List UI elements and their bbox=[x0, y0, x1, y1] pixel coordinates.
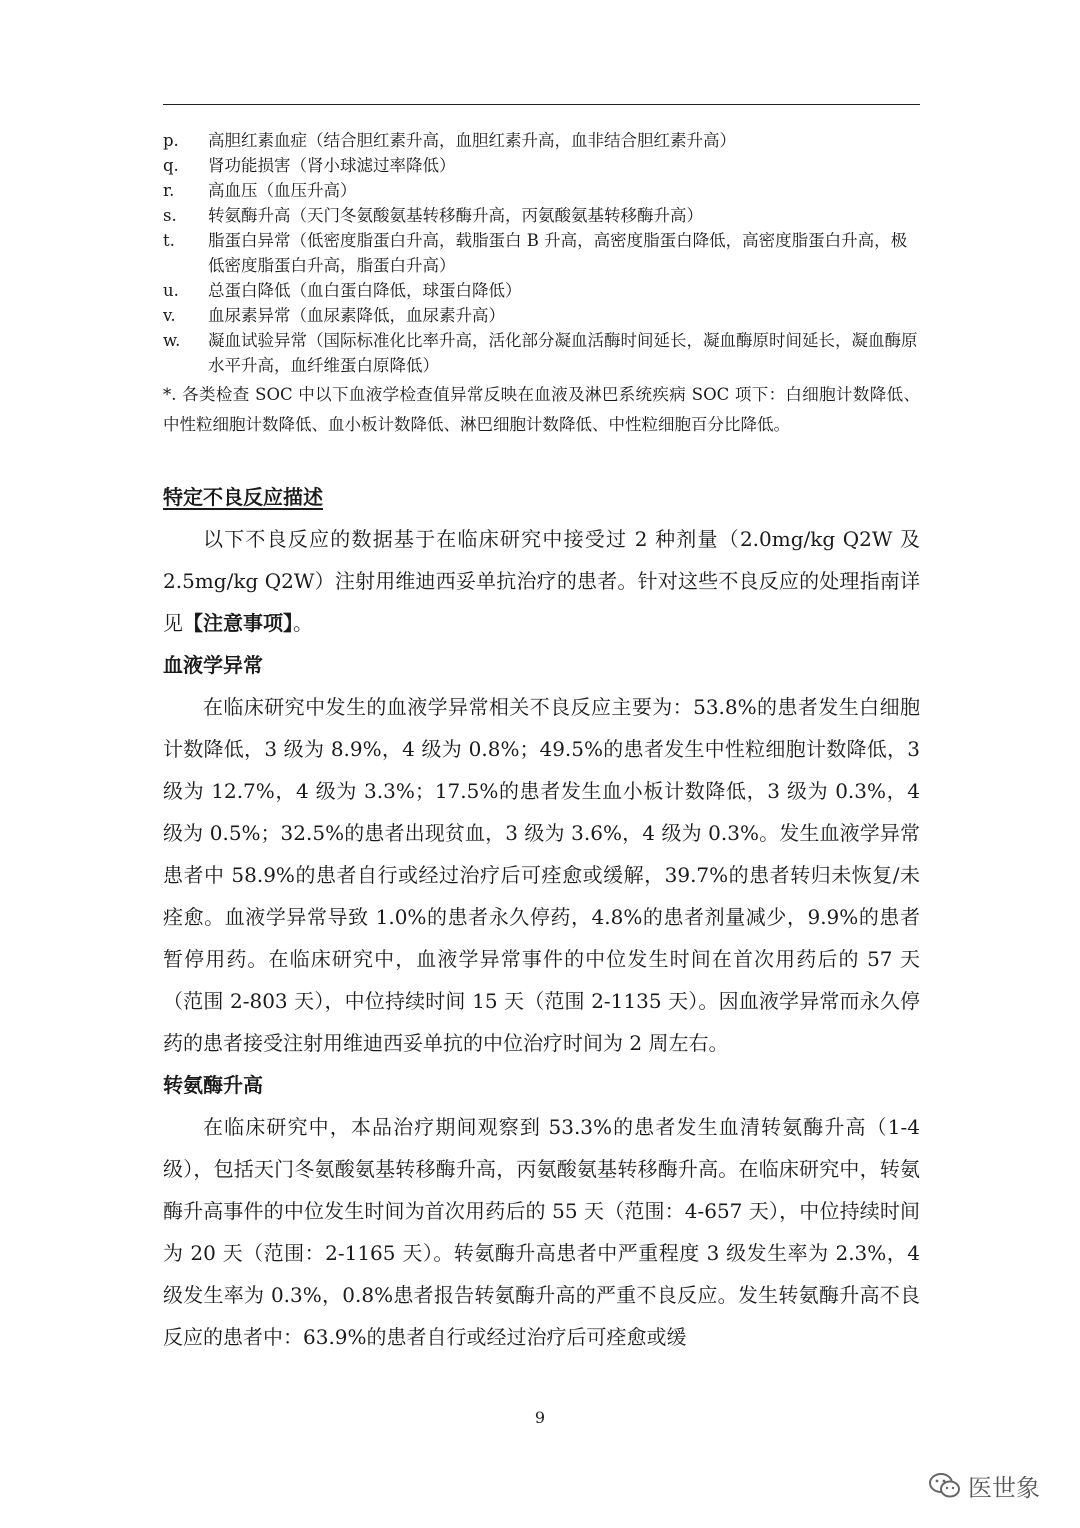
list-text: 高胆红素血症（结合胆红素升高，血胆红素升高，血非结合胆红素升高） bbox=[208, 131, 736, 150]
list-marker: s. bbox=[163, 206, 177, 225]
soc-note: *. 各类检查 SOC 中以下血液学检查值异常反映在血液及淋巴系统疾病 SOC 项下：白细胞计数降低、中性粒细胞计数降低、血小板计数降低、淋巴细胞计数降低、中性粒细胞百分比降低。 bbox=[163, 385, 920, 434]
page-number: 9 bbox=[534, 1408, 546, 1427]
list-marker: v. bbox=[163, 306, 176, 325]
header-rule bbox=[163, 104, 920, 105]
list-item bbox=[163, 128, 920, 153]
adverse-reaction-list bbox=[163, 128, 920, 440]
list-marker: q. bbox=[163, 156, 179, 175]
list-text: 肾功能损害（肾小球滤过率降低） bbox=[208, 156, 456, 175]
list-marker: p. bbox=[163, 131, 179, 150]
hematology-heading: 血液学异常 bbox=[163, 653, 263, 677]
list-item bbox=[163, 178, 920, 203]
list-item bbox=[163, 278, 920, 303]
intro-end: 。 bbox=[293, 611, 313, 635]
watermark bbox=[928, 1468, 1040, 1503]
list-item bbox=[163, 228, 920, 278]
list-text: 转氨酶升高（天门冬氨酸氨基转移酶升高，丙氨酸氨基转移酶升高） bbox=[208, 206, 703, 225]
watermark-text: 医世象 bbox=[968, 1474, 1040, 1502]
list-marker: u. bbox=[163, 281, 179, 300]
list-text: 凝血试验异常（国际标准化比率升高，活化部分凝血活酶时间延长，凝血酶原时间延长，凝血酶原水平升高，血纤维蛋白原降低） bbox=[208, 331, 918, 375]
transaminase-paragraph: 在临床研究中，本品治疗期间观察到 53.3%的患者发生血清转氨酶升高（1-4 级），包括天门冬氨酸氨基转移酶升高，丙氨酸氨基转移酶升高。在临床研究中，转氨酶升高事件的中位发生时间为首次用药后的 55 天（范围：4-657 天），中位持续时间为 20 天（范围：2-1165 天）。转氨酶升高患者中严重程度 3 级发生率为 2.3%，4 级发生率为 0.3%，0.8%患者报告转氨酶升高的严重不良反应。发生转氨酶升高不良反应的患者中：63.9%的患者自行或经过治疗后可痊愈或缓 bbox=[163, 1115, 920, 1349]
list-text: 脂蛋白异常（低密度脂蛋白升高，载脂蛋白 B 升高，高密度脂蛋白降低，高密度脂蛋白升高，极低密度脂蛋白升高，脂蛋白升高） bbox=[208, 231, 908, 275]
intro-text: 以下不良反应的数据基于在临床研究中接受过 2 种剂量（2.0mg/kg Q2W 及 2.5mg/kg Q2W）注射用维迪西妥单抗治疗的患者。针对这些不良反应的处理指南详见 bbox=[163, 527, 920, 635]
list-marker: t. bbox=[163, 231, 175, 250]
list-marker: w. bbox=[163, 331, 181, 350]
list-item bbox=[163, 303, 920, 328]
list-text: 血尿素异常（血尿素降低，血尿素升高） bbox=[208, 306, 505, 325]
wechat-icon bbox=[928, 1472, 962, 1500]
list-marker: r. bbox=[163, 181, 175, 200]
list-item bbox=[163, 203, 920, 228]
list-text: 高血压（血压升高） bbox=[208, 181, 357, 200]
hematology-paragraph: 在临床研究中发生的血液学异常相关不良反应主要为：53.8%的患者发生白细胞计数降低，3 级为 8.9%，4 级为 0.8%；49.5%的患者发生中性粒细胞计数降低，3 级为 12.7%，4 级为 3.3%；17.5%的患者发生血小板计数降低，3 级为 0.3%，4 级为 0.5%；32.5%的患者出现贫血，3 级为 3.6%，4 级为 0.3%。发生血液学异常患者中 58.9%的患者自行或经过治疗后可痊愈或缓解，39.7%的患者转归未恢复/未痊愈。血液学异常导致 1.0%的患者永久停药，4.8%的患者剂量减少，9.9%的患者暂停用药。在临床研究中，血液学异常事件的中位发生时间在首次用药后的 57 天（范围 2-803 天），中位持续时间 15 天（范围 2-1135 天）。因血液学异常而永久停药的患者接受注射用维迪西妥单抗的中位治疗时间为 2 周左右。 bbox=[163, 695, 920, 1055]
list-item bbox=[163, 153, 920, 178]
section-title: 特定不良反应描述 bbox=[163, 485, 323, 509]
list-item bbox=[163, 328, 920, 378]
main-content bbox=[163, 476, 920, 1358]
intro-paragraph bbox=[163, 518, 920, 644]
precautions-reference: 【注意事项】 bbox=[183, 611, 293, 635]
list-text: 总蛋白降低（血白蛋白降低，球蛋白降低） bbox=[208, 281, 522, 300]
transaminase-heading: 转氨酶升高 bbox=[163, 1073, 263, 1097]
